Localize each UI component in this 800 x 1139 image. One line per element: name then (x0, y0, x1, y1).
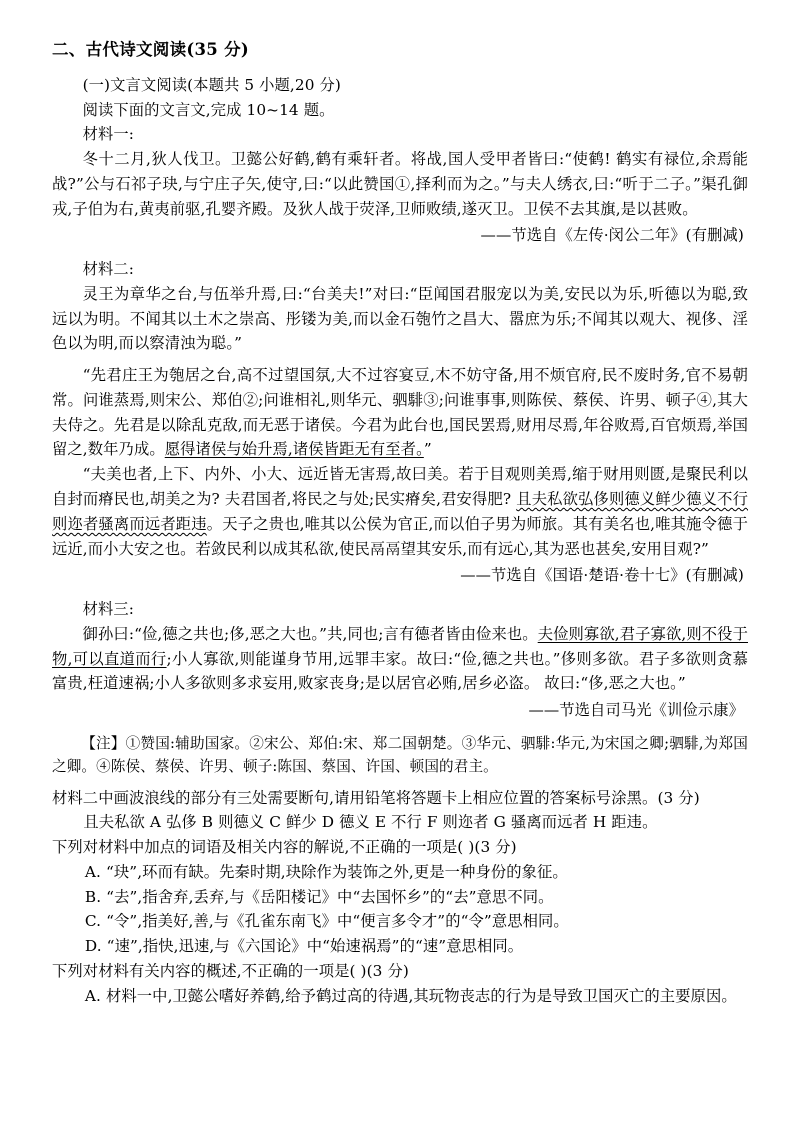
question-12-stem: 下列对材料有关内容的概述,不正确的一项是( )(3 分) (52, 961, 409, 980)
material-1-source: ——节选自《左传·闵公二年》(有删减) (480, 226, 744, 245)
material-2-paragraph-1: 灵王为章华之台,与伍举升焉,曰:“台美夫!”对曰:“臣闻国君服宠以为美,安民以为乐,听德以为聪,致远以为明。不闻其以土木之崇高、彤镂为美,而以金石匏竹之昌大、嚣庶为乐;不闻其以观大、视侈、淫色以为明,而以察清浊为聪。” (52, 284, 748, 353)
question-11-option-c[interactable]: C. “令”,指美好,善,与《孔雀东南飞》中“便言多令才”的“令”意思相同。 (84, 912, 569, 931)
material-2-label: 材料二: (82, 260, 135, 279)
material-1-label: 材料一: (82, 125, 135, 144)
question-11-stem: 下列对材料中加点的词语及相关内容的解说,不正确的一项是( )(3 分) (52, 838, 517, 857)
section-title: 二、古代诗文阅读(35 分) (52, 40, 250, 59)
question-10-stem: 材料二中画波浪线的部分有三处需要断句,请用铅笔将答题卡上相应位置的答案标号涂黑。(3 分) (52, 788, 700, 807)
wavy-underline-text: 且夫私欲弘侈则德义鲜少德义不行则迩者骚离而远者距违 (52, 490, 748, 533)
material-3-source: ——节选自司马光《训俭示康》 (528, 701, 744, 720)
material-1-paragraph: 冬十二月,狄人伐卫。卫懿公好鹤,鹤有乘轩者。将战,国人受甲者皆曰:“使鹤! 鹤实有禄位,余焉能战?”公与石祁子玦,与宁庄子矢,使守,曰:“以此赞国①,择利而为之。”与夫人绣衣,曰:“听于二子。”渠孔御戎,子伯为右,黄夷前驱,孔婴齐殿。及狄人战于荧泽,卫师败绩,遂灭卫。卫侯不去其旗,是以甚败。 (52, 150, 748, 218)
material-2-source: ——节选自《国语·楚语·卷十七》(有删减) (460, 566, 744, 585)
section-subtitle: (一)文言文阅读(本题共 5 小题,20 分) (82, 75, 341, 94)
notes-block: 【注】①赞国:辅助国家。②宋公、郑伯:宋、郑二国朝楚。③华元、驷騑:华元,为宋国之卿;驷騑,为郑国之卿。④陈侯、蔡侯、许男、顿子:陈国、蔡国、许国、顿国的君主。 (52, 734, 748, 776)
material-2-paragraph-3: “夫美也者,上下、内外、小大、远近皆无害焉,故曰美。若于目观则美焉,缩于财用则匮,是聚民利以自封而瘠民也,胡美之为? 夫君国者,将民之与处;民实瘠矣,君安得肥? 且夫私欲弘侈则德义鲜少德义不行则迩者骚离而远者距违。天子之贵也,唯其以公侯为官正,而以伯子男为师旅。其有美名也,唯其施令德于远近,而小大安之也。若敛民利以成其私欲,使民鬲鬲望其安乐,而有远心,其为恶也甚矣,安用目观?” (52, 465, 748, 558)
question-11-option-b[interactable]: B. “去”,指舍弃,丢弃,与《岳阳楼记》中“去国怀乡”的“去”意思不同。 (84, 887, 554, 906)
material-2-paragraph-2: “先君庄王为匏居之台,高不过望国氛,大不过容宴豆,木不妨守备,用不烦官府,民不废时务,官不易朝常。问谁蒸焉,则宋公、郑伯②;问谁相礼,则华元、驷騑③;问谁事事,则陈侯、蔡侯、许男、顿子④,其大夫侍之。先君是以除乱克敌,而无恶于诸侯。今君为此台也,国民罢焉,财用尽焉,年谷败焉,百官烦焉,举国留之,数年乃成。愿得诸侯与始升焉,诸侯皆距无有至者。” (52, 366, 748, 459)
question-11-option-d[interactable]: D. “速”,指快,迅速,与《六国论》中“始速祸焉”的“速”意思相同。 (84, 937, 524, 956)
material-3-paragraph: 御孙曰:“俭,德之共也;侈,恶之大也。”共,同也;言有德者皆由俭来也。夫俭则寡欲,君子寡欲,则不役于物,可以直道而行;小人寡欲,则能谨身节用,远罪丰家。故曰:“俭,德之共也。”侈则多欲。君子多欲则贪慕富贵,枉道速祸;小人多欲则多求妄用,败家丧身;是以居官必贿,居乡必盗。 故曰:“侈,恶之大也。” (52, 624, 748, 693)
question-11-option-a[interactable]: A. “玦”,环而有缺。先秦时期,玦除作为装饰之外,更是一种身份的象征。 (84, 862, 568, 881)
question-12-option-a[interactable]: A. 材料一中,卫懿公嗜好养鹤,给予鹤过高的待遇,其玩物丧志的行为是导致卫国灭亡的主要原因。 (84, 986, 737, 1005)
section-instruction: 阅读下面的文言文,完成 10~14 题。 (82, 100, 335, 119)
underlined-text: 夫俭则寡欲,君子寡欲,则不役于物,可以直道而行 (52, 624, 748, 668)
material-3-label: 材料三: (82, 600, 135, 619)
question-10-sub: 且夫私欲 A 弘侈 B 则德义 C 鲜少 D 德义 E 不行 F 则迩者 G 骚离而远者 H 距违。 (83, 813, 658, 832)
underlined-text: 愿得诸侯与始升焉,诸侯皆距无有至者。 (164, 440, 424, 459)
